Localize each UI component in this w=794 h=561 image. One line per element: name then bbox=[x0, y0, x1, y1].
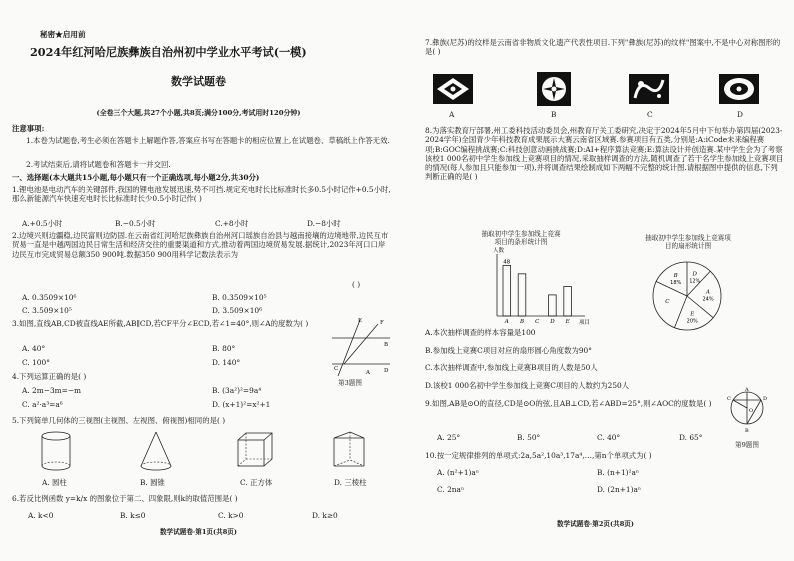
q3-option-d: D. 140° bbox=[212, 358, 241, 367]
q6-option-b: B. k≤0 bbox=[120, 511, 146, 520]
q3-figure bbox=[330, 316, 392, 378]
q4-option-b: B. (3a²)²=9a⁴ bbox=[212, 386, 262, 395]
label-c: C bbox=[334, 366, 339, 372]
q9-figure bbox=[727, 386, 771, 434]
q9-caption: 第9题图 bbox=[735, 441, 759, 449]
pattern-b-icon bbox=[537, 72, 571, 106]
q5-label-c: C. 正方体 bbox=[240, 478, 273, 487]
q1-option-a: A.+0.5小时 bbox=[22, 219, 63, 228]
cone-figure bbox=[138, 430, 174, 474]
q6-option-c: C. k>0 bbox=[218, 511, 244, 520]
svg-text:C: C bbox=[727, 396, 731, 402]
bar-tick-B: B bbox=[519, 319, 525, 325]
bar-E bbox=[564, 286, 572, 316]
bar-label-A: 48 bbox=[503, 259, 511, 266]
label-e: E bbox=[358, 318, 363, 324]
question-5: 5.下列简单几何体的三视图(主视图、左视图、俯视图)相同的是( ) bbox=[12, 416, 226, 425]
q7-label-c: C bbox=[647, 110, 653, 119]
svg-text:A: A bbox=[745, 387, 749, 393]
pie-label-C: C bbox=[665, 298, 670, 305]
label-d: D bbox=[384, 368, 389, 374]
q8-option-a: A.本次抽样调查的样本容量是100 bbox=[425, 328, 536, 337]
cylinder-figure bbox=[38, 430, 74, 474]
pie-label-B: B bbox=[673, 273, 678, 280]
q2-option-b: B. 0.3509×10⁵ bbox=[212, 293, 267, 302]
question-6: 6.若反比例函数 y=k/x 的图象位于第二、四象限,则k的取值范围是( ) bbox=[12, 494, 238, 503]
bar-B bbox=[518, 274, 526, 316]
bar-chart-title: 抽取初中学生参加线上竞赛项目的条形统计图 bbox=[481, 230, 561, 247]
bar-chart bbox=[487, 250, 597, 326]
ray-cf bbox=[344, 324, 378, 364]
prism-figure bbox=[330, 430, 370, 474]
question-8: 8.为落实教育厅部署,州工委科技活动委员会,州教育厅关工委研究,决定于2024年5月中下旬举办第四届(2023-2024学年)全国青少年科技教育成果展示大赛云南省区域赛.参赛项目有五类,分别是:A:iCode未来编程赛项;B:GOC编程挑战赛;C:科技创意动画挑战赛;D:AI+程序算法竞赛;E:算法设计并创造赛.某中学生会为了考察该校1 000名初中学生参加线上竞赛项目的情况,采取抽样调查的方法,随机调查了若干名学生参加线上竞赛项目的情况(每人参加且只能参加一项),并将调查结果绘制成如下两幅不完整的统计图.请根据图中提供的信息,下列判断正确的是( ) bbox=[425, 126, 784, 182]
pie-pct-D: 12% bbox=[689, 278, 701, 285]
q5-label-d: D. 三棱柱 bbox=[334, 478, 367, 487]
svg-text:B: B bbox=[745, 428, 749, 434]
q9-option-b: B. 50° bbox=[517, 433, 541, 442]
svg-text:O: O bbox=[749, 408, 754, 414]
label-a: A bbox=[366, 370, 370, 376]
q10-option-c: C. 2naⁿ bbox=[437, 485, 465, 494]
label-f: F bbox=[380, 320, 384, 326]
label-b: B bbox=[384, 342, 389, 348]
pie-label-D: D bbox=[692, 271, 697, 278]
page-2-footer: 数学试题卷·第2页(共8页) bbox=[556, 520, 635, 528]
q10-option-a: A. (n²+1)aⁿ bbox=[437, 468, 480, 477]
pie-chart-title: 抽取初中学生参加线上竞赛项目的扇形统计图 bbox=[645, 234, 731, 251]
pie-pct-A: 24% bbox=[702, 296, 714, 303]
q10-option-b: B. (n+1)²aⁿ bbox=[597, 468, 640, 477]
pie-label-A: A bbox=[706, 289, 711, 296]
pattern-c-icon bbox=[629, 74, 669, 104]
bar-y-label: 人数 bbox=[493, 248, 505, 254]
q3-caption: 第3题图 bbox=[338, 379, 362, 387]
q1-option-c: C.+8小时 bbox=[215, 219, 249, 228]
pattern-d-icon bbox=[719, 74, 759, 104]
question-1: 1.锂电池是电动汽车的关键部件,我国的锂电池发展迅速,势不可挡.规定充电时长比标准时长多0.5小时记作+0.5小时,那么新能源汽车快速充电时长比标准时长少0.5小时记作( ) bbox=[12, 185, 391, 204]
bar-x-label: 项目 bbox=[579, 320, 591, 326]
q5-label-b: B. 圆锥 bbox=[140, 478, 165, 487]
bar-tick-E: E bbox=[565, 319, 570, 325]
q9-option-c: C. 40° bbox=[597, 433, 621, 442]
q3-option-a: A. 40° bbox=[22, 344, 46, 353]
pie-pct-E: 20% bbox=[686, 318, 698, 325]
q10-option-d: D. (2n+1)aⁿ bbox=[597, 485, 642, 494]
question-7: 7.彝族(尼苏)的纹样是云南省非物质文化遗产代表性项目.下列"彝族(尼苏)的纹样"图案中,不是中心对称图形的是( ) bbox=[425, 38, 781, 57]
page-2 bbox=[397, 0, 794, 561]
pie-label-E: E bbox=[690, 311, 695, 318]
page-1-footer: 数学试题卷·第1页(共8页) bbox=[159, 528, 238, 536]
q1-option-d: D.−8小时 bbox=[307, 219, 341, 228]
note-1: 1.本卷为试题卷,考生必须在答题卡上解题作答,答案应书写在答题卡的相应位置上,在试题卷、草稿纸上作答无效. bbox=[26, 136, 390, 145]
bar-A bbox=[503, 265, 511, 316]
q4-option-c: C. a²·a³=a⁶ bbox=[22, 400, 63, 409]
question-10: 10.按一定规律排列的单项式:2a,5a²,10a³,17a⁴,…,第n个单项式为( ) bbox=[425, 451, 652, 460]
q4-option-a: A. 2m−3m=−m bbox=[22, 386, 82, 395]
q2-option-d: D. 3.509×10⁶ bbox=[212, 306, 263, 315]
bar-D bbox=[549, 295, 557, 316]
pie-slice-C bbox=[674, 296, 687, 328]
q7-label-a: A bbox=[449, 110, 455, 119]
q5-label-a: A. 圆柱 bbox=[42, 478, 67, 487]
q9-option-a: A. 25° bbox=[437, 433, 461, 442]
section-1-title: 一、选择题(本大题共15小题,每小题只有一个正确选项,每小题2分,共30分) bbox=[12, 173, 260, 182]
question-4: 4.下列运算正确的是( ) bbox=[12, 372, 87, 381]
bar-tick-C: C bbox=[535, 319, 540, 325]
question-3: 3.如图,直线AB,CD被直线AE所截,AB∥CD,若CF平分∠ECD,若∠1=40°,则∠A的度数为( ) bbox=[12, 319, 309, 328]
q3-option-b: B. 80° bbox=[212, 344, 236, 353]
bar-tick-A: A bbox=[504, 319, 509, 325]
line-ae bbox=[338, 318, 363, 376]
paper-title: 数学试题卷 bbox=[171, 75, 226, 88]
q8-option-c: C.本次抽样调查中,参加线上竞赛B项目的人数是50人 bbox=[425, 363, 598, 372]
q9-option-d: D. 65° bbox=[679, 433, 703, 442]
note-2: 2.考试结束后,请将试题卷和答题卡一并交回. bbox=[26, 160, 171, 169]
exam-title: 2024年红河哈尼族彝族自治州初中学业水平考试(一模) bbox=[30, 45, 307, 59]
q3-option-c: C. 100° bbox=[22, 358, 50, 367]
q7-label-b: B bbox=[551, 110, 557, 119]
q8-option-b: B.参加线上竞赛C项目对应的扇形圆心角度数为90° bbox=[425, 346, 592, 355]
pattern-a-icon bbox=[433, 74, 473, 104]
q2-option-c: C. 3.509×10⁵ bbox=[22, 306, 72, 315]
q1-option-b: B.−0.5小时 bbox=[115, 219, 156, 228]
question-9: 9.如图,AB是⊙O的直径,CD是⊙O的弦,且AB⊥CD,若∠ABD=25°,则∠AOC的度数是( ) bbox=[425, 399, 712, 408]
pie-pct-B: 18% bbox=[670, 280, 682, 287]
q4-option-d: D. (x+1)²=x²+1 bbox=[212, 400, 271, 409]
q2-paren: ( ) bbox=[352, 280, 361, 289]
q7-label-d: D bbox=[737, 110, 743, 119]
cube-figure bbox=[235, 430, 275, 474]
q6-option-d: D. k≥0 bbox=[312, 511, 338, 520]
q6-option-a: A. k<0 bbox=[28, 511, 54, 520]
bar-tick-D: D bbox=[550, 319, 555, 325]
q8-option-d: D.该校1 000名初中学生参加线上竞赛C项目的人数约为250人 bbox=[425, 381, 630, 390]
notes-title: 注意事项: bbox=[12, 124, 45, 133]
pie-chart bbox=[647, 256, 729, 338]
svg-text:D: D bbox=[763, 396, 768, 402]
secret-label: 秘密★启用前 bbox=[40, 30, 86, 39]
q2-option-a: A. 0.3509×10⁶ bbox=[22, 293, 77, 302]
exam-info: (全卷三个大题,共27个小题,共8页;满分100分,考试用时120分钟) bbox=[96, 109, 301, 117]
question-2: 2.边境兴则边疆稳,边民富则边防固.在云南省红河哈尼族彝族自治州河口瑶族自治县与越南接壤的边境地带,边民互市贸易一直是中越两国边民日常生活和经济交往的重要渠道和方式,推动着两国边境贸易发展.据统计,2023年河口口岸边民互市完成贸易总额350 900吨.数据350 900用科学记数法表示为 bbox=[12, 231, 389, 259]
